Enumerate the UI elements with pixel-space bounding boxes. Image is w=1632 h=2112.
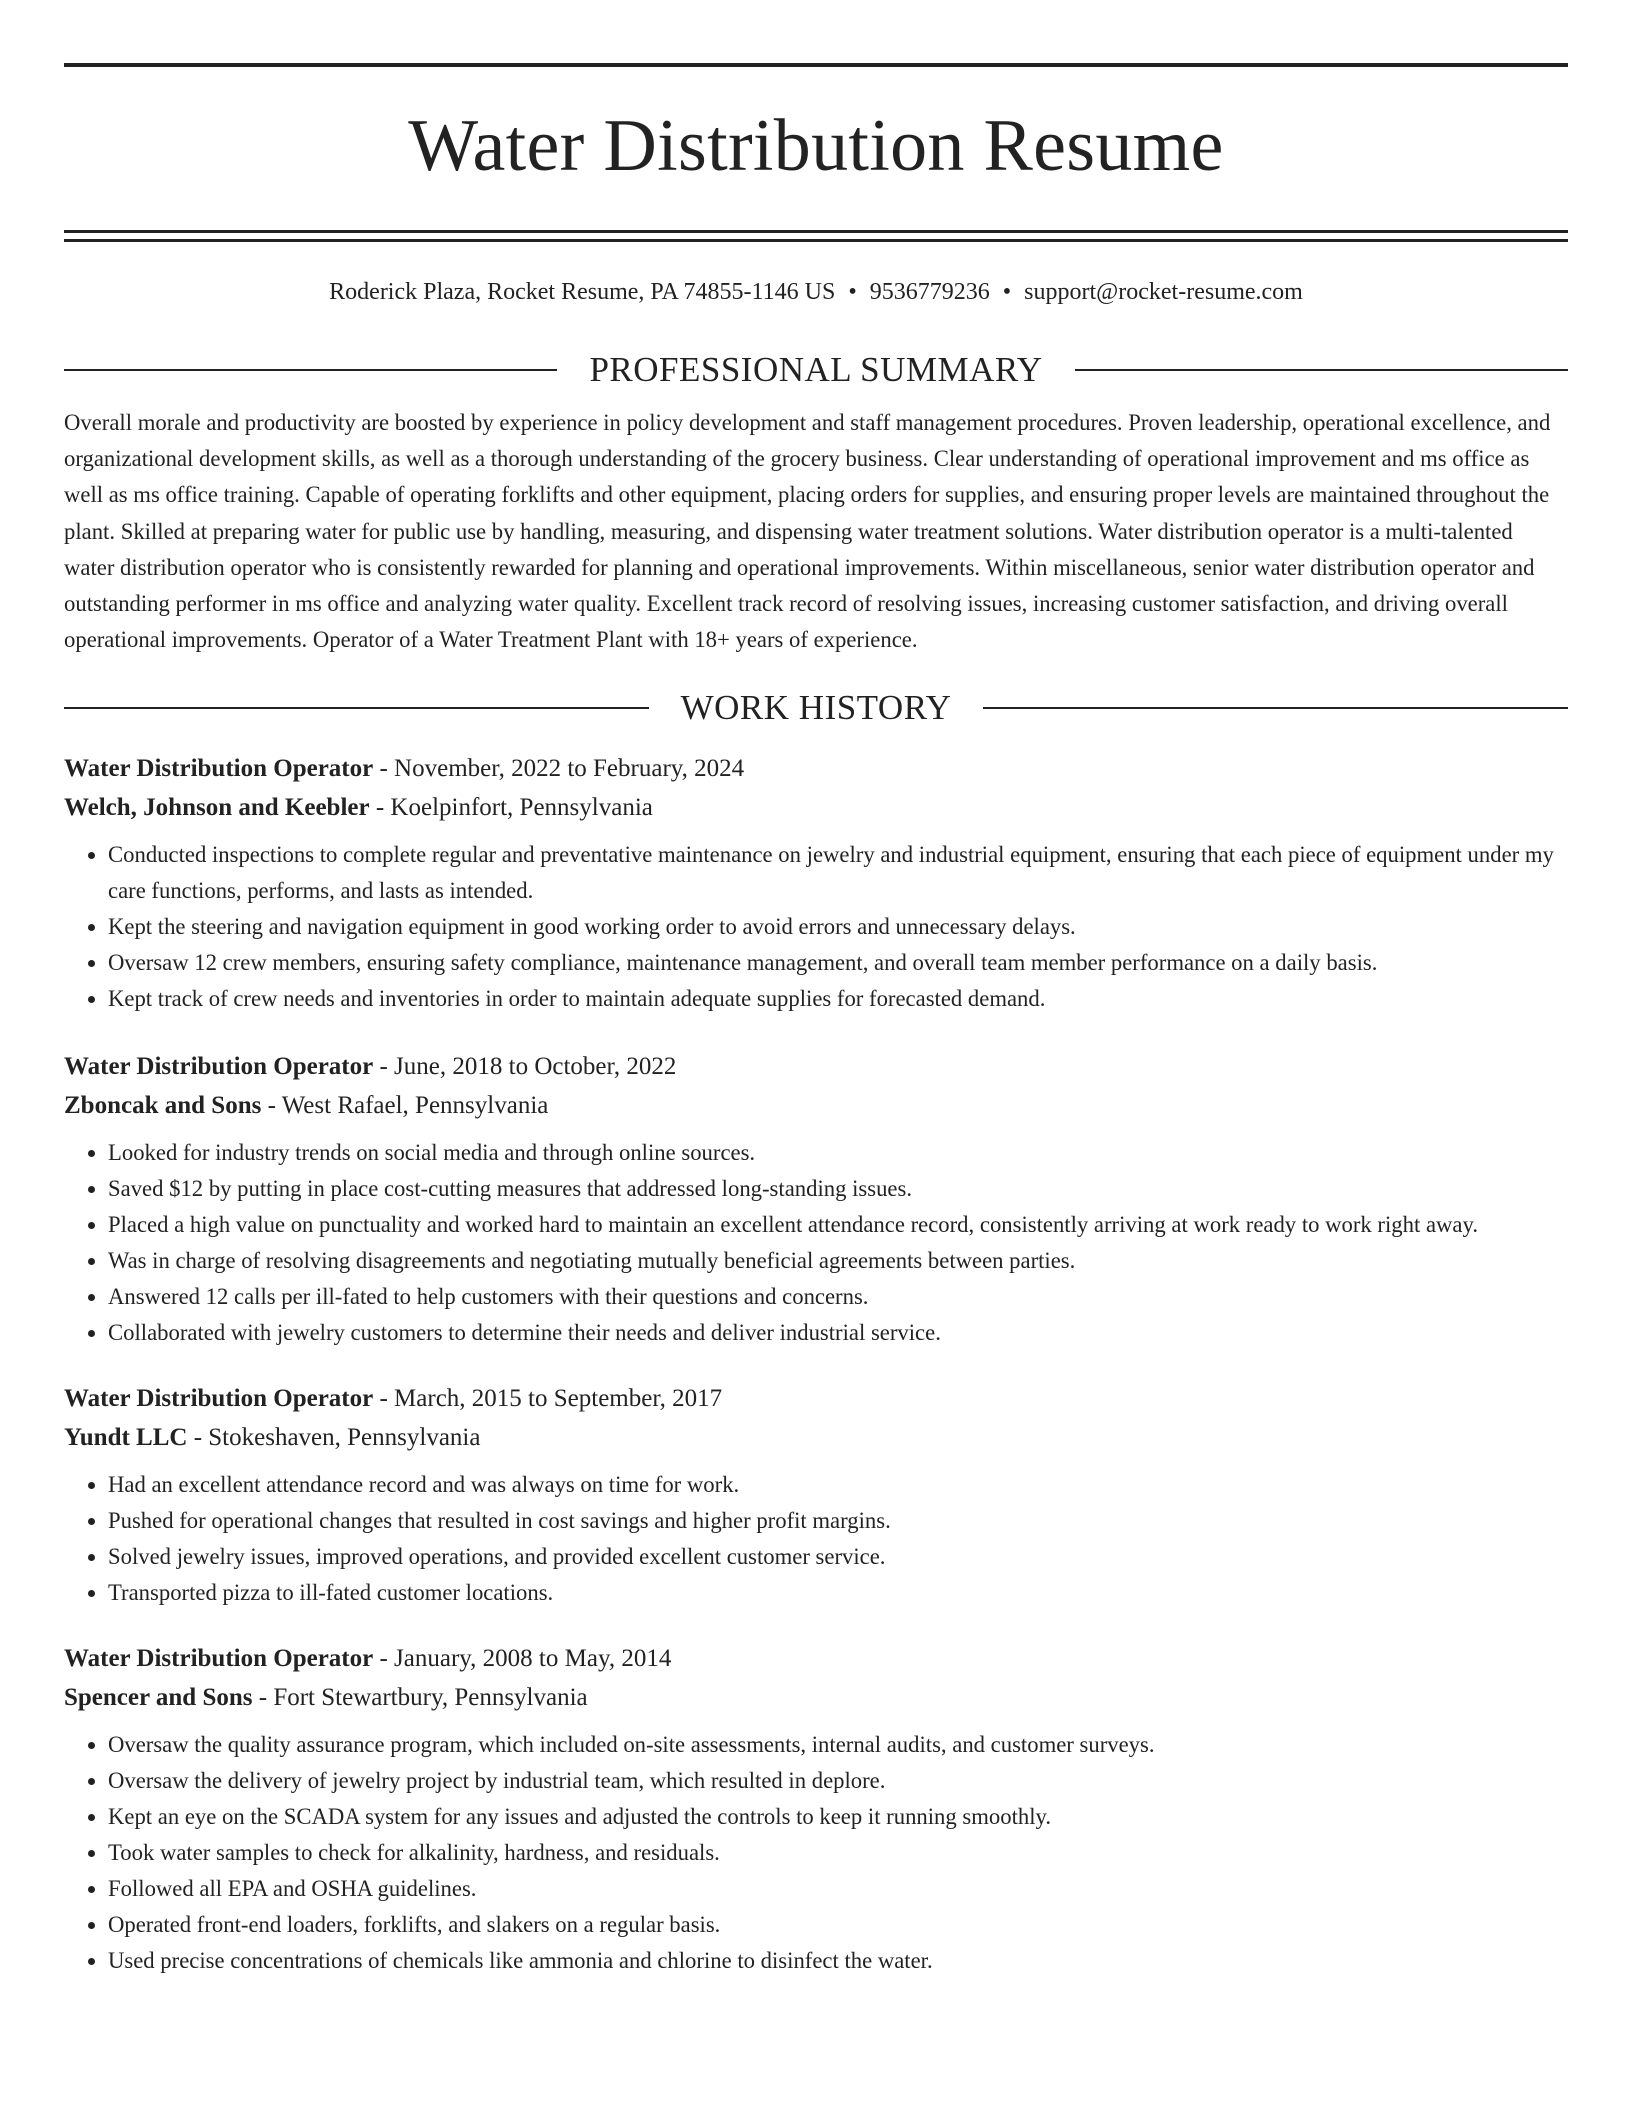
job-bullet: • Used precise concentrations of chemicals like ammonia and chlorine to disinfect the water. — [108, 1943, 1568, 1979]
job-bullet: • Placed a high value on punctuality and worked hard to maintain an excellent attendance record, consistently arriving at work ready to work right away. — [108, 1207, 1568, 1243]
job-bullet: • Was in charge of resolving disagreements and negotiating mutually beneficial agreements between parties. — [108, 1243, 1568, 1279]
document-title: Water Distribution Resume — [408, 105, 1224, 187]
job-title: Water Distribution Operator — [64, 1385, 374, 1413]
resume-page — [64, 0, 1568, 1979]
work-history-heading-label: WORK HISTORY — [680, 688, 952, 728]
job-entry — [64, 1639, 1568, 1979]
job-bullet: • Conducted inspections to complete regular and preventative maintenance on jewelry and industrial equipment, ensuring that each piece of equipment under my care functions, performs, and lasts as intended. — [108, 837, 1568, 909]
contact-email: support@rocket-resume.com — [1024, 279, 1303, 305]
job-title-line — [64, 1379, 1568, 1418]
job-entry — [64, 1047, 1568, 1351]
heading-rule-left — [64, 707, 649, 709]
job-bullet: • Saved $12 by putting in place cost-cutting measures that addressed long-standing issues. — [108, 1171, 1568, 1207]
job-title: Water Distribution Operator — [64, 755, 374, 783]
job-company-line — [64, 1678, 1568, 1717]
job-title: Water Distribution Operator — [64, 1645, 374, 1673]
job-location: - Koelpinfort, Pennsylvania — [369, 794, 653, 822]
job-bullet: • Looked for industry trends on social media and through online sources. — [108, 1135, 1568, 1171]
job-dates: - March, 2015 to September, 2017 — [373, 1385, 723, 1413]
contact-line — [64, 276, 1568, 308]
job-bullet: • Followed all EPA and OSHA guidelines. — [108, 1871, 1568, 1907]
title-double-rule — [64, 230, 1568, 242]
job-company: Welch, Johnson and Keebler — [64, 794, 370, 822]
job-bullet: • Transported pizza to ill-fated customer locations. — [108, 1575, 1568, 1611]
job-title-line — [64, 749, 1568, 788]
job-location: - Stokeshaven, Pennsylvania — [187, 1424, 481, 1452]
job-bullet: • Oversaw the quality assurance program, which included on-site assessments, internal audits, and customer surveys. — [108, 1727, 1568, 1763]
contact-phone: 9536779236 — [869, 279, 990, 305]
contact-separator: • — [1002, 279, 1012, 305]
job-bullet: • Solved jewelry issues, improved operations, and provided excellent customer service. — [108, 1539, 1568, 1575]
job-company: Zboncak and Sons — [64, 1092, 262, 1120]
summary-section-heading — [64, 348, 1568, 392]
job-company: Spencer and Sons — [64, 1684, 253, 1712]
job-bullet-list — [64, 1727, 1568, 1979]
job-entry — [64, 1379, 1568, 1611]
job-location: - Fort Stewartbury, Pennsylvania — [252, 1684, 588, 1712]
job-dates: - June, 2018 to October, 2022 — [373, 1053, 677, 1081]
job-bullet: • Oversaw the delivery of jewelry project by industrial team, which resulted in deplore. — [108, 1763, 1568, 1799]
job-bullet: • Had an excellent attendance record and was always on time for work. — [108, 1467, 1568, 1503]
job-bullet: • Collaborated with jewelry customers to determine their needs and deliver industrial service. — [108, 1315, 1568, 1351]
job-title: Water Distribution Operator — [64, 1053, 374, 1081]
job-bullet: • Answered 12 calls per ill-fated to help customers with their questions and concerns. — [108, 1279, 1568, 1315]
heading-rule-right — [1075, 369, 1568, 371]
job-entry — [64, 749, 1568, 1017]
job-bullet-list — [64, 1135, 1568, 1351]
job-company-line — [64, 1418, 1568, 1457]
job-company-line — [64, 1086, 1568, 1125]
job-dates: - November, 2022 to February, 2024 — [373, 755, 745, 783]
job-bullet-list — [64, 1467, 1568, 1611]
job-dates: - January, 2008 to May, 2014 — [373, 1645, 672, 1673]
job-company: Yundt LLC — [64, 1424, 188, 1452]
contact-separator: • — [848, 279, 857, 305]
job-title-line — [64, 1047, 1568, 1086]
job-bullet: • Operated front-end loaders, forklifts, and slakers on a regular basis. — [108, 1907, 1568, 1943]
job-bullet: • Pushed for operational changes that resulted in cost savings and higher profit margins. — [108, 1503, 1568, 1539]
summary-paragraph: Overall morale and productivity are boosted by experience in policy development and staff management procedures. Proven leadership, operational excellence, and organizational development skills, as well as a thorough understanding of the grocery business. Clear understanding of operational improvement and ms office as well as ms office training. Capable of operating forklifts and other equipment, placing orders for supplies, and ensuring proper levels are maintained throughout the plant. Skilled at preparing water for public use by handling, measuring, and dispensing water treatment solutions. Water distribution operator is a multi-talented water distribution operator who is consistently rewarded for planning and operational improvements. Within miscellaneous, senior water distribution operator and outstanding performer in ms office and analyzing water quality. Excellent track record of resolving issues, increasing customer satisfaction, and driving overall operational improvements. Operator of a Water Treatment Plant with 18+ years of experience. — [64, 410, 1551, 653]
top-rule — [64, 63, 1568, 67]
summary-heading-label: PROFESSIONAL SUMMARY — [589, 350, 1043, 389]
job-bullet: • Kept track of crew needs and inventories in order to maintain adequate supplies for forecasted demand. — [108, 981, 1568, 1017]
heading-rule-right — [983, 707, 1568, 709]
job-bullet: • Kept an eye on the SCADA system for any issues and adjusted the controls to keep it running smoothly. — [108, 1799, 1568, 1835]
job-company-line — [64, 788, 1568, 827]
job-bullet-list — [64, 837, 1568, 1017]
job-bullet: • Took water samples to check for alkalinity, hardness, and residuals. — [108, 1835, 1568, 1871]
contact-address: Roderick Plaza, Rocket Resume, PA 74855-1146 US — [329, 279, 836, 305]
job-location: - West Rafael, Pennsylvania — [261, 1092, 549, 1120]
job-title-line — [64, 1639, 1568, 1678]
job-bullet: • Oversaw 12 crew members, ensuring safety compliance, maintenance management, and overall team member performance on a daily basis. — [108, 945, 1568, 981]
heading-rule-left — [64, 369, 557, 371]
job-bullet: • Kept the steering and navigation equipment in good working order to avoid errors and unnecessary delays. — [108, 909, 1568, 945]
work-history-section-heading — [64, 686, 1568, 730]
